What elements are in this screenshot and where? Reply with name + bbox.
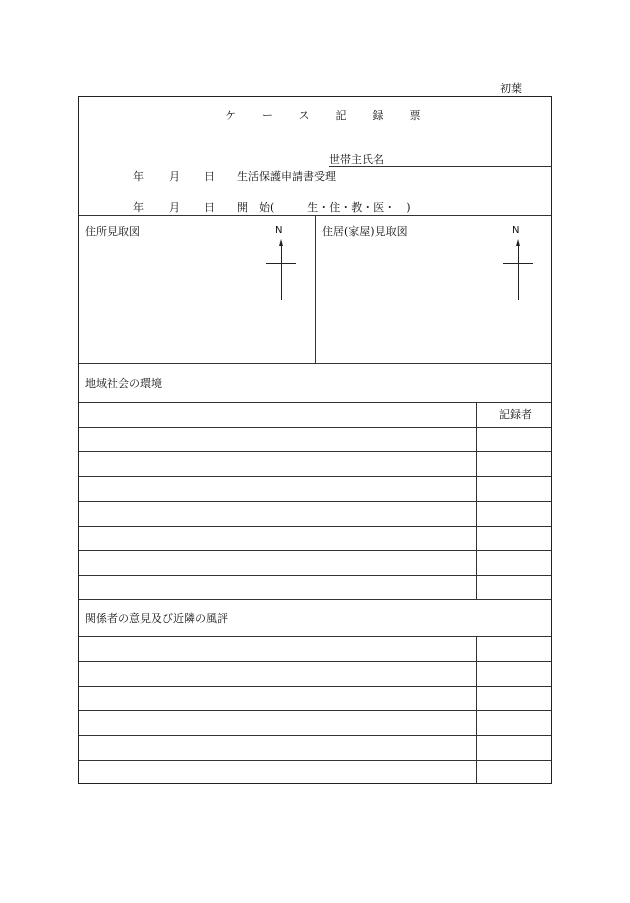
north-arrow-icon: N	[266, 225, 296, 305]
recorder-header: 記録者	[499, 408, 532, 421]
divider	[315, 215, 316, 363]
table-row	[79, 760, 551, 761]
year-label: 年	[133, 170, 144, 183]
divider	[79, 636, 551, 637]
day-label: 日	[204, 170, 215, 183]
table-row	[79, 735, 551, 736]
divider	[79, 363, 551, 364]
table-row	[79, 550, 551, 551]
corner-label: 初葉	[500, 82, 522, 95]
divider	[79, 402, 551, 403]
form-title: ケース記録票	[225, 109, 447, 122]
table-row	[79, 427, 551, 428]
section-label: 地域社会の環境	[85, 377, 162, 390]
table-row	[79, 661, 551, 662]
address-map-label: 住所見取図	[85, 225, 140, 238]
month-label: 月	[169, 170, 180, 183]
household-head-label: 世帯主氏名	[329, 153, 384, 166]
table-row	[79, 476, 551, 477]
day-label: 日	[204, 201, 215, 214]
application-received-label: 生活保護申請書受理	[237, 170, 336, 183]
table-row	[79, 686, 551, 687]
table-row	[79, 451, 551, 452]
table-row	[79, 526, 551, 527]
month-label: 月	[169, 201, 180, 214]
table-row	[79, 710, 551, 711]
start-label: 開 始( 生・住・教・医・ )	[237, 201, 411, 214]
north-arrow-icon: N	[503, 225, 533, 305]
year-label: 年	[133, 201, 144, 214]
case-record-form	[78, 96, 552, 784]
divider	[79, 599, 551, 600]
section-label: 関係者の意見及び近隣の風評	[85, 612, 228, 625]
table-row	[79, 575, 551, 576]
table-row	[79, 501, 551, 502]
household-head-line	[329, 166, 552, 167]
residence-map-label: 住居(家屋)見取図	[322, 225, 408, 238]
